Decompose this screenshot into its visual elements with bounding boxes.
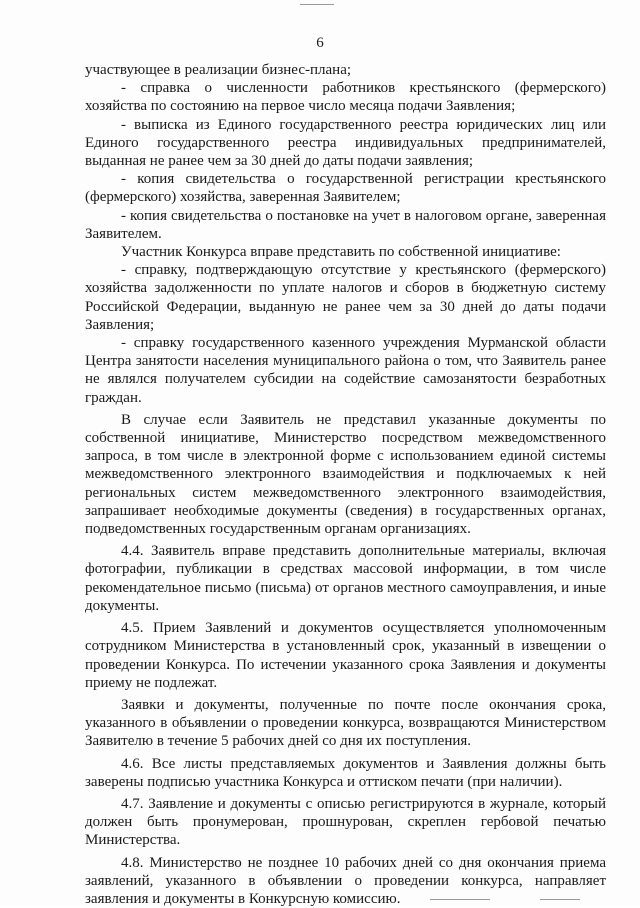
paragraph: 4.8. Министерство не позднее 10 рабочих дней со дня окончания приема заявлений, указанного в объявлении о проведении конкурса, направляет заявления и документы в Конкурсную комиссию.	[85, 854, 606, 907]
paragraph: - справка о численности работников крестьянского (фермерского) хозяйства по состоянию на первое число месяца подачи Заявления;	[85, 80, 606, 115]
scan-artifact-bottom	[540, 899, 580, 900]
paragraph: - копия свидетельства о государственной регистрации крестьянского (фермерского) хозяйства, заверенная Заявителем;	[85, 171, 606, 206]
paragraph: 4.6. Все листы представляемых документов и Заявления должны быть заверены подписью участника Конкурса и оттиском печати (при наличии).	[85, 755, 606, 790]
paragraph: Участник Конкурса вправе представить по собственной инициативе:	[121, 244, 561, 261]
scan-artifact-top	[300, 4, 334, 5]
paragraph: 4.5. Прием Заявлений и документов осуществляется уполномоченным сотрудником Министерства в установленный срок, указанный в извещении о проведении Конкурса. По истечении указанного срока Заявления и документы приему не подлежат.	[85, 620, 606, 691]
paragraph: - копия свидетельства о постановке на учет в налоговом органе, заверенная Заявителем.	[85, 207, 606, 242]
paragraph: - справку государственного казенного учреждения Мурманской области Центра занятости населения муниципального района о том, что Заявитель ранее не являлся получателем субсидии на содействие самозанятости безработных граждан.	[85, 335, 606, 406]
paragraph: - выписка из Единого государственного реестра юридических лиц или Единого государственного реестра индивидуальных предпринимателей, выданная не ранее чем за 30 дней до даты подачи заявления;	[85, 116, 606, 170]
document-body	[85, 61, 606, 908]
paragraph: 4.4. Заявитель вправе представить дополнительные материалы, включая фотографии, публикации в средствах массовой информации, в том числе рекомендательное письмо (письма) от органов местного самоуправления, и иные документы.	[85, 543, 606, 614]
page-number: 6	[316, 35, 324, 51]
paragraph: 4.7. Заявление и документы с описью регистрируются в журнале, который должен быть пронумерован, прошнурован, скреплен гербовой печатью Министерства.	[85, 795, 606, 849]
paragraph: В случае если Заявитель не представил указанные документы по собственной инициативе, Министерство посредством межведомственного запроса, в том числе в электронной форме с использованием единой системы межведомственного электронного взаимодействия и подключаемых к ней региональных систем межведомственного электронного взаимодействия, запрашивает необходимые документы (сведения) в государственных органах, подведомственных государственным органам организациях.	[85, 411, 606, 538]
paragraph: участвующее в реализации бизнес-плана;	[85, 62, 352, 78]
paragraph: Заявки и документы, полученные по почте после окончания срока, указанного в объявлении о проведении конкурса, возвращаются Министерством Заявителю в течение 5 рабочих дней со дня их поступления.	[85, 696, 606, 750]
paragraph: - справку, подтверждающую отсутствие у крестьянского (фермерского) хозяйства задолженности по уплате налогов и сборов в бюджетную систему Российской Федерации, выданную не ранее чем за 30 дней до даты подачи Заявления;	[85, 262, 606, 333]
scan-artifact-bottom	[430, 899, 490, 900]
